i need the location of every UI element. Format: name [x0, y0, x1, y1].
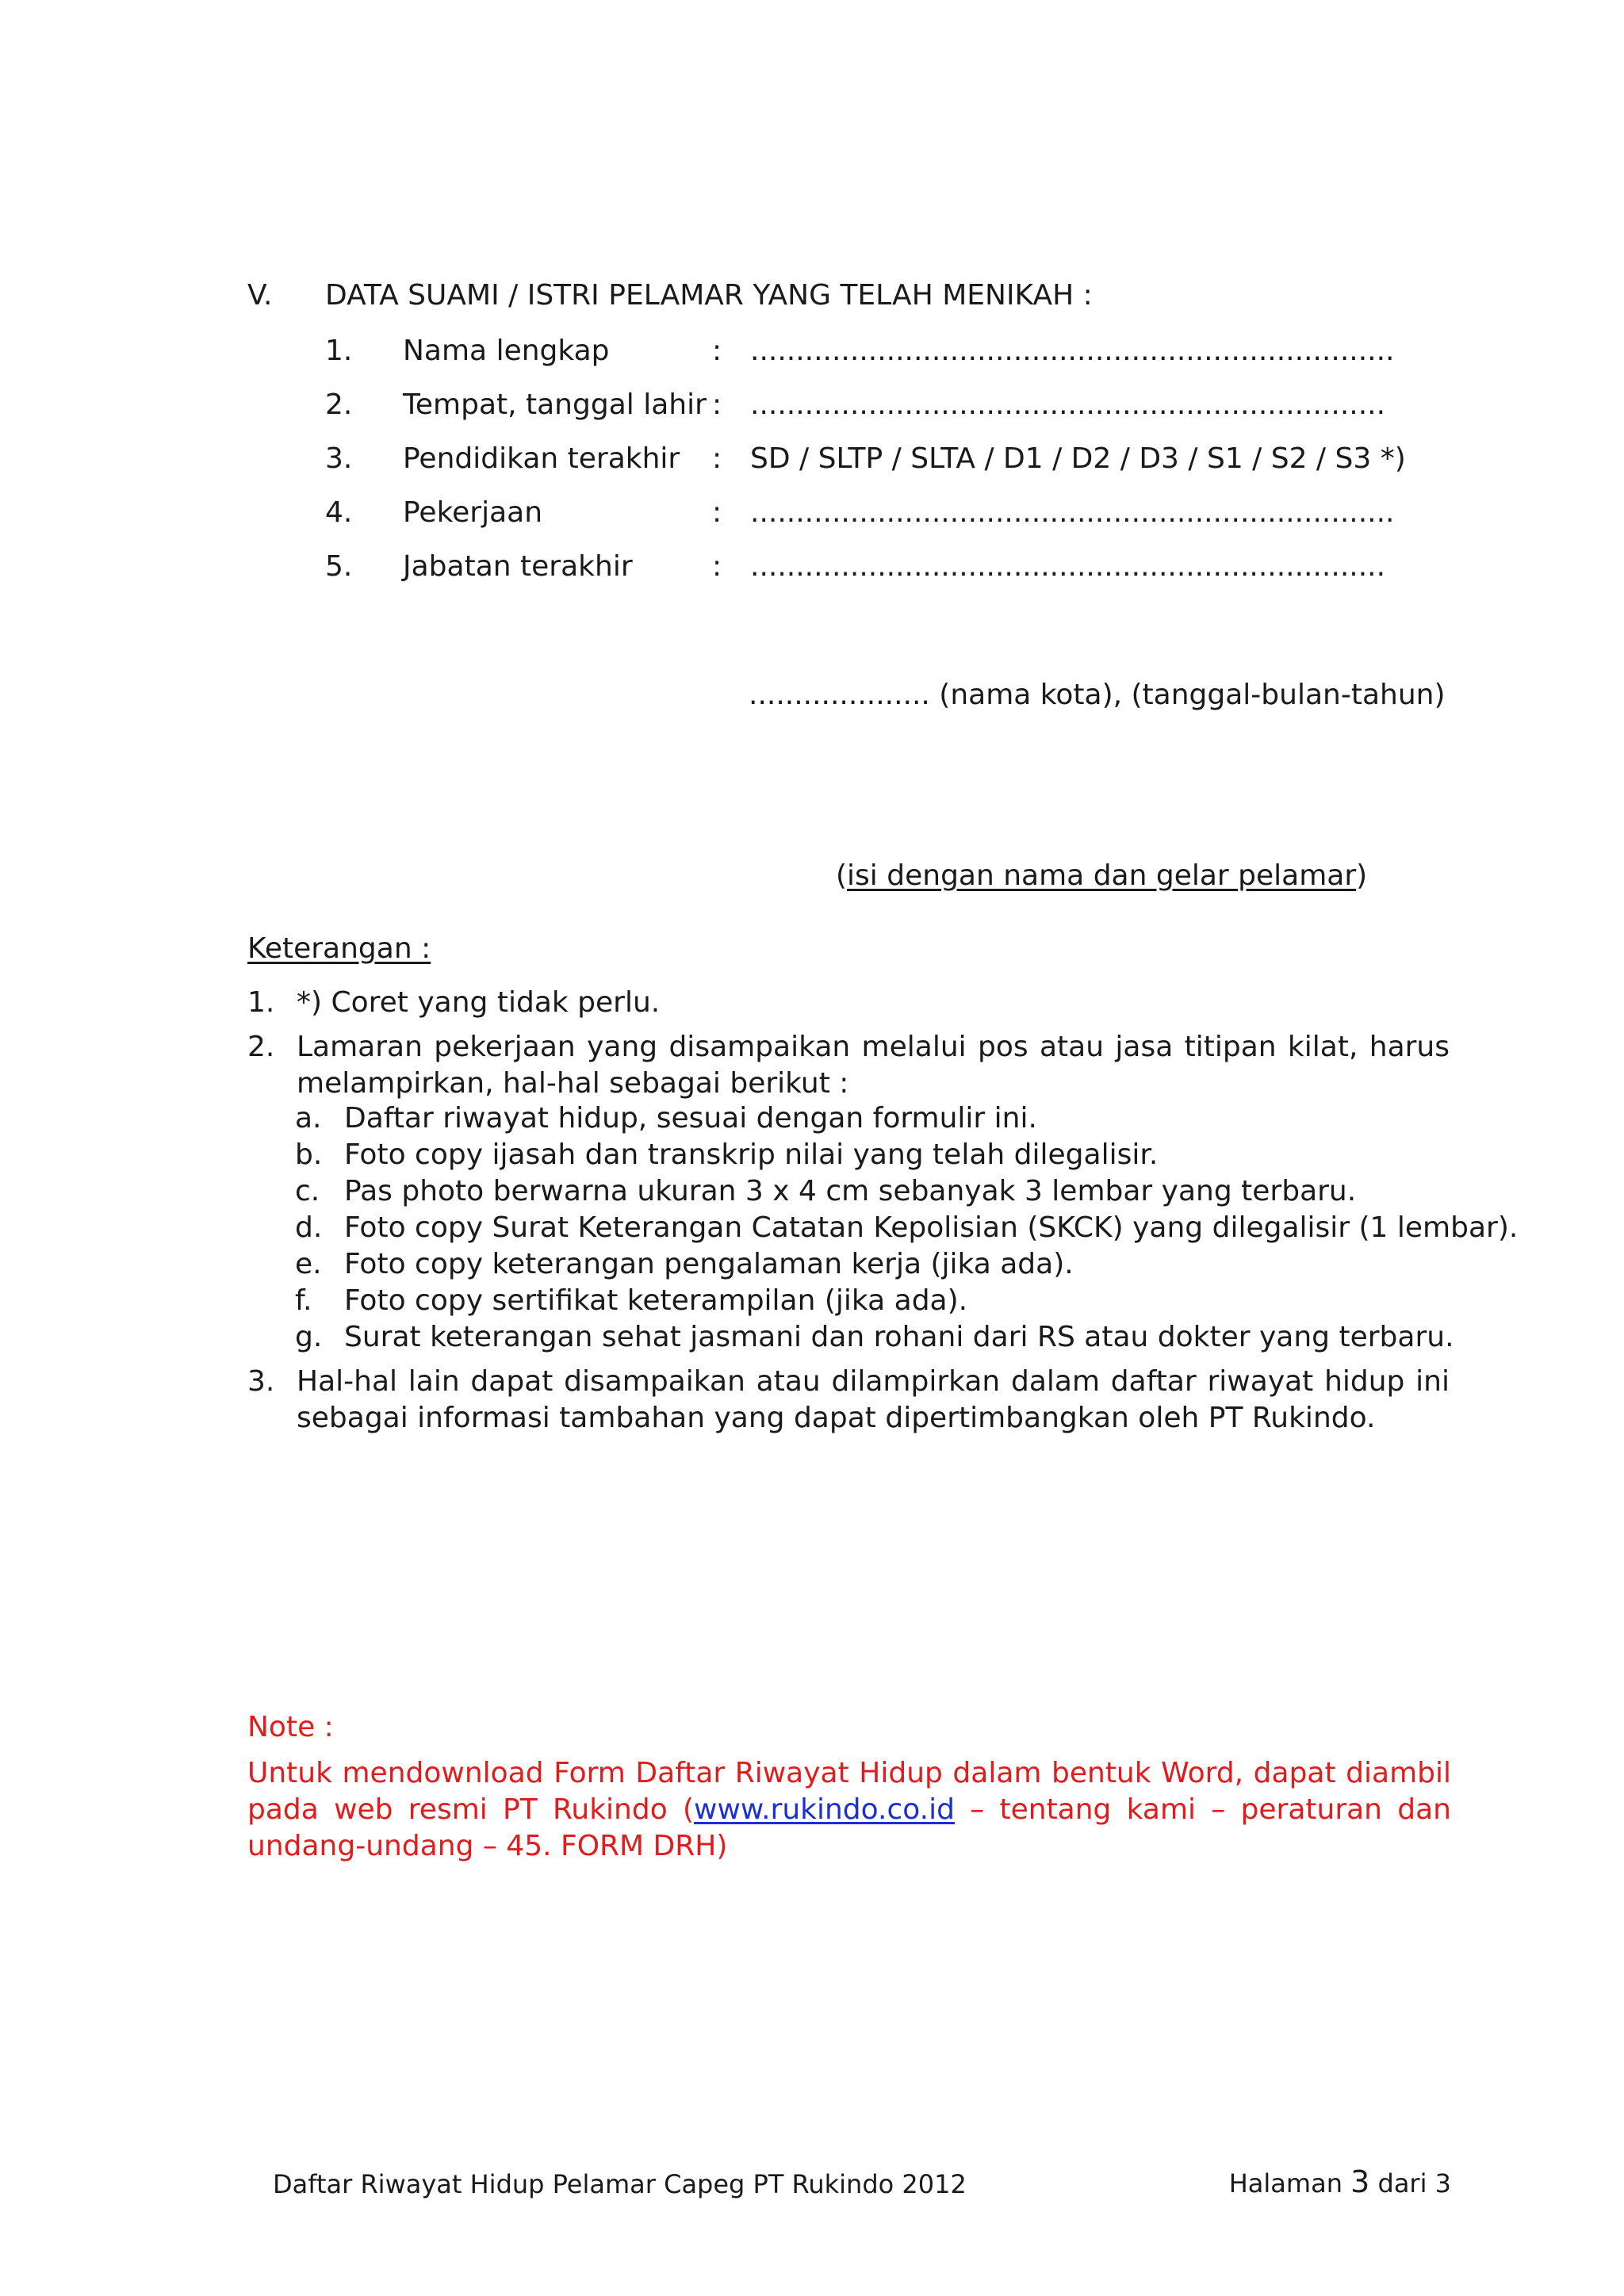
section-heading — [247, 279, 1093, 312]
attachment-text: Daftar riwayat hidup, sesuai dengan formulir ini. — [344, 1102, 1037, 1135]
section-number: V. — [247, 279, 273, 312]
field-label: Nama lengkap — [403, 335, 610, 367]
keterangan-text: Hal-hal lain dapat disampaikan atau dilampirkan dalam daftar riwayat hidup ini sebagai informasi tambahan yang dapat dipertimbangkan oleh PT Rukindo. — [297, 1365, 1450, 1434]
section-title: DATA SUAMI / ISTRI PELAMAR YANG TELAH MENIKAH : — [325, 279, 1093, 312]
keterangan-text: *) Coret yang tidak perlu. — [297, 986, 661, 1019]
field-colon: : — [712, 496, 722, 529]
attachment-text: Foto copy sertifikat keterampilan (jika ada). — [344, 1284, 968, 1317]
note-text — [247, 1755, 1451, 1865]
field-value: ....................................................................... — [750, 335, 1395, 367]
keterangan-number: 3. — [247, 1365, 275, 1398]
field-label: Tempat, tanggal lahir — [403, 388, 707, 421]
signature-name-line — [836, 859, 1367, 892]
field-colon: : — [712, 335, 722, 367]
attachment-text: Surat keterangan sehat jasmani dan rohani dari RS atau dokter yang terbaru. — [344, 1321, 1454, 1353]
field-label: Pekerjaan — [403, 496, 543, 529]
page-suffix: dari 3 — [1369, 2168, 1451, 2198]
field-value: ....................................................................... — [750, 496, 1395, 529]
rukindo-website-link[interactable]: www.rukindo.co.id — [694, 1793, 955, 1826]
note-text-after: – tentang kami – peraturan dan undang-undang – 45. FORM DRH) — [247, 1793, 1451, 1862]
attachment-letter: a. — [295, 1102, 322, 1135]
field-number: 5. — [325, 550, 353, 583]
attachment-text: Foto copy Surat Keterangan Catatan Kepolisian (SKCK) yang dilegalisir (1 lembar). — [344, 1211, 1519, 1244]
field-number: 4. — [325, 496, 353, 529]
keterangan-title: Keterangan : — [247, 932, 431, 965]
signature-name-hint: isi dengan nama dan gelar pelamar — [847, 859, 1357, 892]
footer-page-number — [1229, 2164, 1451, 2199]
footer-document-title: Daftar Riwayat Hidup Pelamar Capeg PT Rukindo 2012 — [273, 2169, 967, 2199]
field-number: 3. — [325, 442, 353, 475]
keterangan-text: Lamaran pekerjaan yang disampaikan melalui pos atau jasa titipan kilat, harus melampirkan, hal-hal sebagai berikut : — [297, 1031, 1450, 1100]
place-date-line: .................... (nama kota), (tanggal-bulan-tahun) — [749, 679, 1446, 711]
attachment-letter: d. — [295, 1211, 323, 1244]
field-colon: : — [712, 388, 722, 421]
field-number: 2. — [325, 388, 353, 421]
attachment-text: Foto copy keterangan pengalaman kerja (jika ada). — [344, 1248, 1074, 1280]
field-colon: : — [712, 442, 722, 475]
attachment-text: Pas photo berwarna ukuran 3 x 4 cm sebanyak 3 lembar yang terbaru. — [344, 1175, 1357, 1207]
open-paren: ( — [836, 859, 848, 892]
note-text-before: Untuk mendownload Form Daftar Riwayat Hidup dalam bentuk Word, dapat diambil pada web resmi PT Rukindo ( — [247, 1757, 1451, 1826]
field-value: SD / SLTP / SLTA / D1 / D2 / D3 / S1 / S2 / S3 *) — [750, 442, 1406, 475]
field-colon: : — [712, 550, 722, 583]
field-label: Jabatan terakhir — [403, 550, 633, 583]
field-number: 1. — [325, 335, 353, 367]
field-value: ...................................................................... — [750, 388, 1386, 421]
attachment-letter: b. — [295, 1138, 323, 1171]
page-prefix: Halaman — [1228, 2168, 1351, 2198]
field-value: ...................................................................... — [750, 550, 1386, 583]
field-label: Pendidikan terakhir — [403, 442, 680, 475]
attachment-letter: g. — [295, 1321, 323, 1353]
current-page: 3 — [1350, 2164, 1370, 2199]
attachment-letter: e. — [295, 1248, 322, 1280]
keterangan-number: 1. — [247, 986, 275, 1019]
note-title: Note : — [247, 1711, 334, 1743]
attachment-text: Foto copy ijasah dan transkrip nilai yang telah dilegalisir. — [344, 1138, 1159, 1171]
attachment-letter: f. — [295, 1284, 312, 1317]
attachment-letter: c. — [295, 1175, 320, 1207]
close-paren: ) — [1356, 859, 1368, 892]
keterangan-number: 2. — [247, 1031, 275, 1063]
